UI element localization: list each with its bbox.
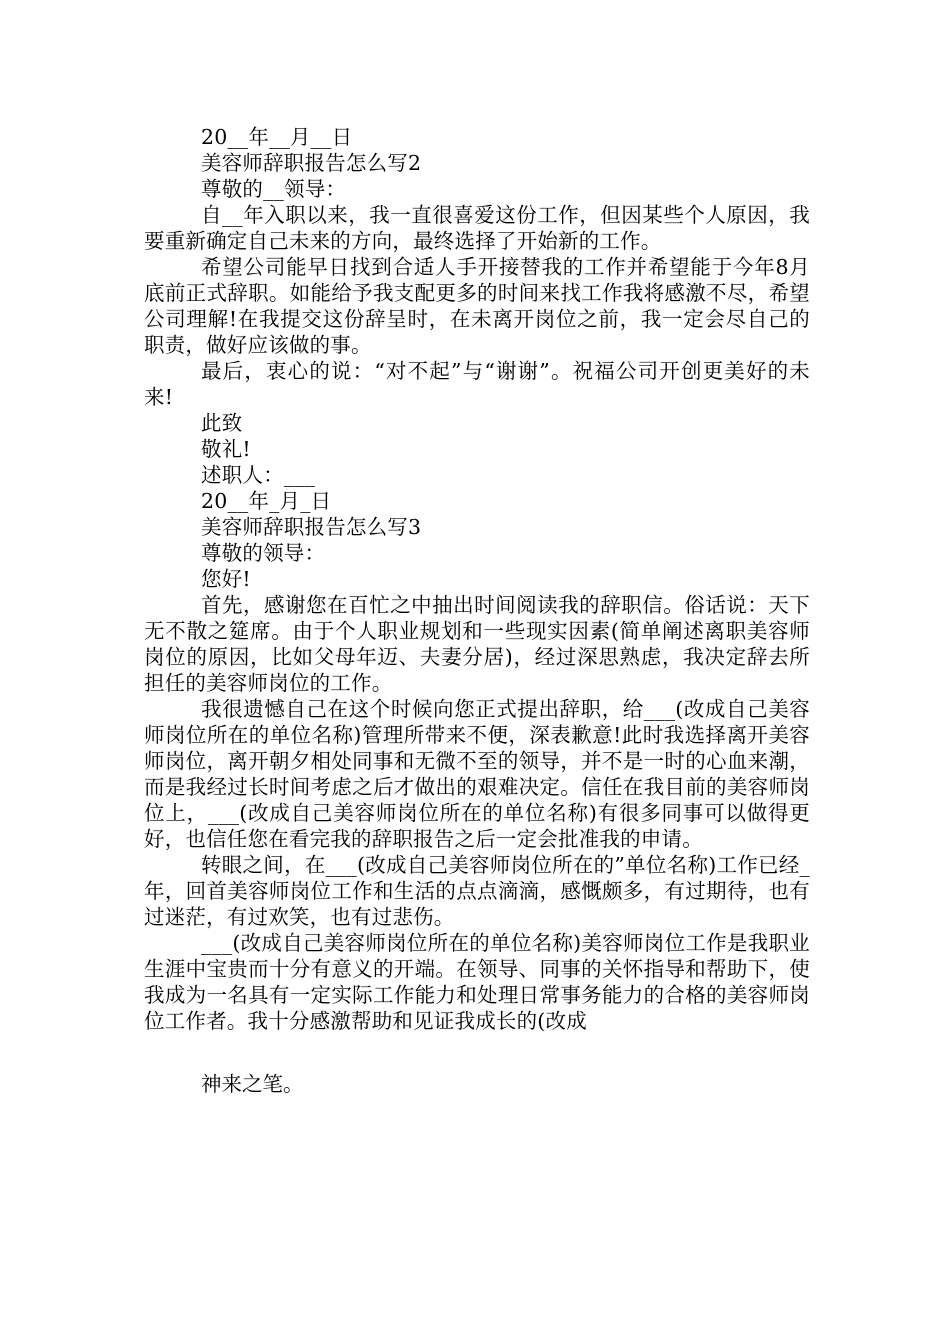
footer-text: 神来之笔。 (201, 1072, 304, 1096)
section-title: 美容师辞职报告怎么写3 (201, 515, 422, 539)
closing-line: 敬礼! (201, 437, 251, 461)
body-paragraph: ___(改成自己美容师岗位所在的单位名称)美容师岗位工作是我职业生涯中宝贵而十分有意义的开端。在领导、同事的关怀指导和帮助下，使我成为一名具有一定实际工作能力和处理日常事务能力的合格的美容师岗位工作者。我十分感激帮助和见证我成长的(改成 (144, 931, 810, 1033)
salutation: 尊敬的__领导： (201, 177, 347, 201)
body-paragraph: 最后，衷心的说：“对不起”与“谢谢”。祝福公司开创更美好的未来! (144, 359, 810, 409)
greeting: 您好! (201, 567, 251, 591)
date-line: 20__年__月__日 (201, 125, 353, 149)
salutation: 尊敬的领导： (201, 541, 326, 565)
signature-line: 述职人：___ (201, 463, 316, 487)
closing-line: 此致 (201, 411, 243, 435)
body-paragraph: 我很遗憾自己在这个时候向您正式提出辞职，给___(改成自己美容师岗位所在的单位名称)管理所带来不便，深表歉意!此时我选择离开美容师岗位，离开朝夕相处同事和无微不至的领导，并不是一时的心血来潮，而是我经过长时间考虑之后才做出的艰难决定。信任在我目前的美容师岗位上，___(改成自己美容师岗位所在的单位名称)有很多同事可以做得更好，也信任您在看完我的辞职报告之后一定会批准我的申请。 (144, 697, 810, 851)
section-title: 美容师辞职报告怎么写2 (201, 151, 422, 175)
body-paragraph: 希望公司能早日找到合适人手开接替我的工作并希望能于今年8月底前正式辞职。如能给予我支配更多的时间来找工作我将感激不尽，希望公司理解!在我提交这份辞呈时，在未离开岗位之前，我一定会尽自己的职责，做好应该做的事。 (144, 255, 810, 357)
date-line: 20__年_月_日 (201, 489, 332, 513)
body-paragraph: 转眼之间，在___(改成自己美容师岗位所在的”单位名称)工作已经_年，回首美容师岗位工作和生活的点点滴滴，感慨颇多，有过期待，也有过迷茫，有过欢笑，也有过悲伤。 (144, 853, 810, 929)
document-body (144, 124, 810, 1034)
body-paragraph: 自__年入职以来，我一直很喜爱这份工作，但因某些个人原因，我要重新确定自己未来的方向，最终选择了开始新的工作。 (144, 203, 810, 253)
body-paragraph: 首先，感谢您在百忙之中抽出时间阅读我的辞职信。俗话说：天下无不散之筵席。由于个人职业规划和一些现实因素(简单阐述离职美容师岗位的原因，比如父母年迈、夫妻分居)，经过深思熟虑，我决定辞去所担任的美容师岗位的工作。 (144, 593, 810, 695)
